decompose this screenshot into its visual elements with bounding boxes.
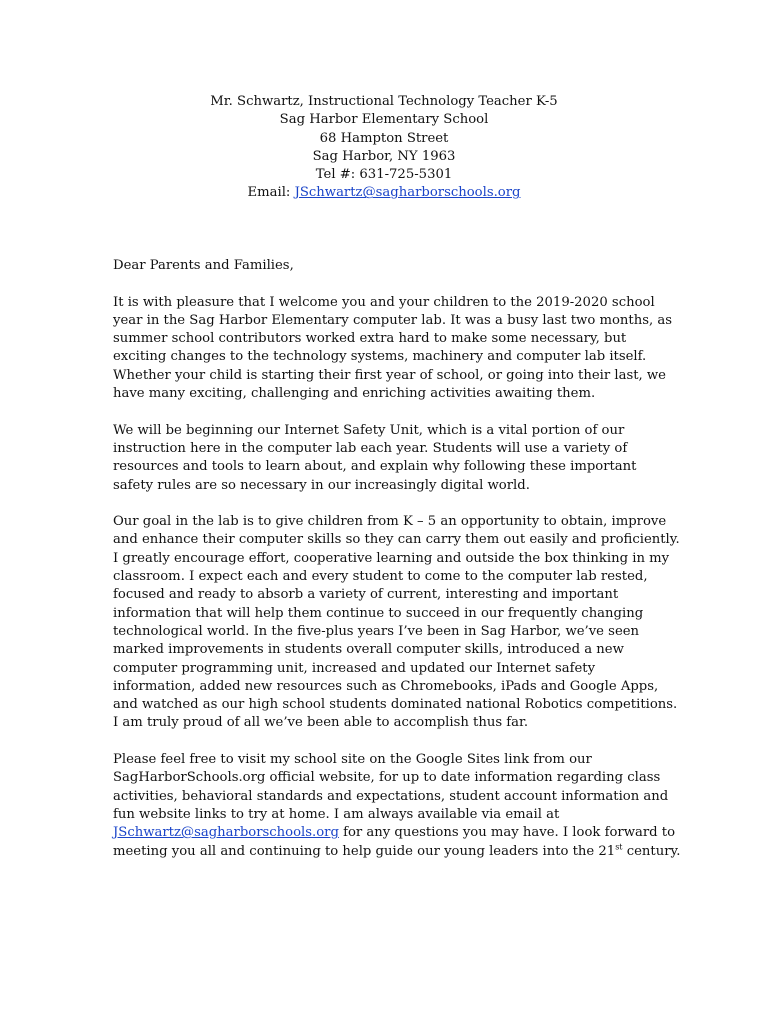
paragraph-line: classroom. I expect each and every student to come to the computer lab rested, xyxy=(113,569,648,585)
closing-line xyxy=(113,842,681,861)
paragraph-line: SagHarborSchools.org official website, for up to date information regarding class xyxy=(113,770,661,786)
paragraph-line: fun website links to try at home. I am always available via email at xyxy=(113,806,560,822)
paragraph-line: We will be beginning our Internet Safety Unit, which is a vital portion of our xyxy=(113,422,625,438)
email-label: Email: xyxy=(247,185,295,201)
paragraph-line: safety rules are so necessary in our increasingly digital world. xyxy=(113,477,530,493)
phone-number: Tel #: 631-725-5301 xyxy=(315,167,453,183)
paragraph-line: activities, behavioral standards and expectations, student account information and xyxy=(113,788,669,804)
paragraph-line: I am truly proud of all we’ve been able to accomplish thus far. xyxy=(113,715,529,731)
paragraph-line: I greatly encourage effort, cooperative learning and outside the box thinking in my xyxy=(113,550,670,566)
paragraph-line: marked improvements in students overall computer skills, introduced a new xyxy=(113,642,624,658)
closing-text: meeting you all and continuing to help guide our young leaders into the 21 xyxy=(113,843,616,859)
paragraph-line: have many exciting, challenging and enriching activities awaiting them. xyxy=(113,386,596,402)
paragraph-internet-safety xyxy=(113,422,673,495)
paragraph-line: Whether your child is starting their first year of school, or going into their last, we xyxy=(113,367,666,383)
paragraph-line: information that will help them continue to succeed in our frequently changing xyxy=(113,605,644,621)
header-email-link[interactable]: JSchwartz@sagharborschools.org xyxy=(294,185,521,201)
ordinal-superscript: st xyxy=(615,842,623,852)
paragraph-line: focused and ready to absorb a variety of current, interesting and important xyxy=(113,587,619,603)
paragraph-line: computer programming unit, increased and updated our Internet safety xyxy=(113,660,596,676)
body-email-link[interactable]: JSchwartz@sagharborschools.org xyxy=(113,825,339,841)
paragraph-line: year in the Sag Harbor Elementary computer lab. It was a busy last two months, as xyxy=(113,312,672,328)
paragraph-line: resources and tools to learn about, and explain why following these important xyxy=(113,459,637,475)
closing-text-end: century. xyxy=(622,843,681,859)
city-state-zip: Sag Harbor, NY 1963 xyxy=(312,148,456,164)
letterhead xyxy=(100,93,668,203)
email-line xyxy=(100,184,668,202)
paragraph-line: Please feel free to visit my school site on the Google Sites link from our xyxy=(113,752,592,768)
paragraph-line: instruction here in the computer lab each year. Students will use a variety of xyxy=(113,440,628,456)
paragraph-line: and enhance their computer skills so they can carry them out easily and proficiently. xyxy=(113,532,680,548)
school-name: Sag Harbor Elementary School xyxy=(279,112,489,128)
street-address: 68 Hampton Street xyxy=(319,130,449,146)
paragraph-line: exciting changes to the technology systems, machinery and computer lab itself. xyxy=(113,349,647,365)
paragraph-line: and watched as our high school students dominated national Robotics competitions. xyxy=(113,697,678,713)
greeting: Dear Parents and Families, xyxy=(113,258,294,273)
paragraph-goals xyxy=(113,513,680,733)
paragraph-contact xyxy=(113,751,681,861)
sender-name-title: Mr. Schwartz, Instructional Technology Teacher K-5 xyxy=(210,94,558,109)
letter-body xyxy=(113,257,681,861)
paragraph-line: technological world. In the five-plus years I’ve been in Sag Harbor, we’ve seen xyxy=(113,623,640,639)
paragraph-line xyxy=(113,824,676,842)
after-link-text: for any questions you may have. I look forward to xyxy=(338,825,676,841)
paragraph-welcome xyxy=(113,294,673,404)
paragraph-line: information, added new resources such as Chromebooks, iPads and Google Apps, xyxy=(113,678,659,694)
paragraph-line: summer school contributors worked extra hard to make some necessary, but xyxy=(113,331,627,347)
paragraph-line: Our goal in the lab is to give children from K – 5 an opportunity to obtain, improve xyxy=(113,514,667,530)
paragraph-line: It is with pleasure that I welcome you and your children to the 2019-2020 school xyxy=(113,294,655,310)
